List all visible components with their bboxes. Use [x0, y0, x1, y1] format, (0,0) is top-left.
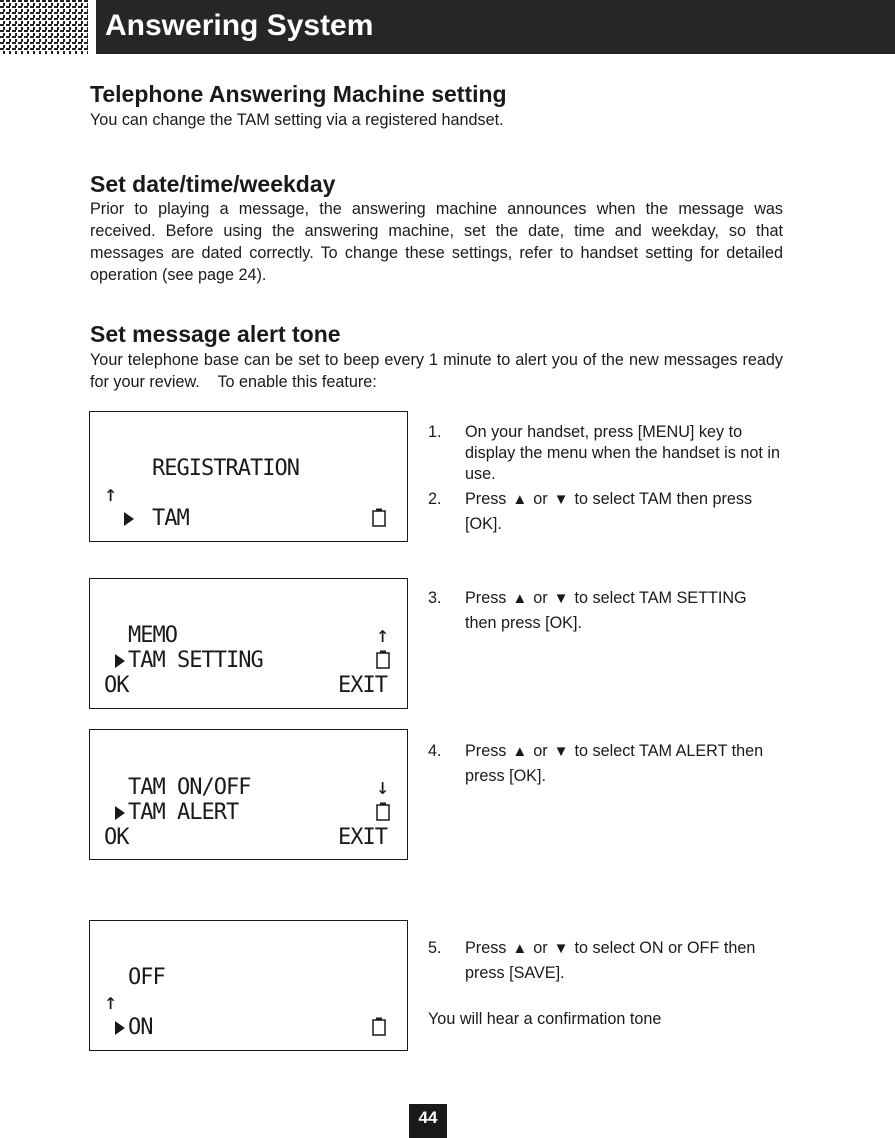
selector-triangle-icon	[115, 654, 125, 668]
up-arrow-icon: ▲	[512, 940, 528, 957]
step-number: 3.	[428, 589, 442, 607]
steps-group-4	[428, 739, 793, 788]
battery-icon	[376, 802, 390, 821]
lcd-screen-on-off	[89, 920, 408, 1051]
step-text: Press	[465, 939, 507, 957]
lcd-item-tam-alert: TAM ALERT	[128, 800, 239, 825]
lcd-softkey-exit: EXIT	[338, 673, 387, 698]
lcd-screen-tam-setting	[89, 578, 408, 709]
lcd-screen-tam-alert	[89, 729, 408, 860]
lcd-item-tam: TAM	[152, 506, 189, 531]
step-text: Press	[465, 490, 507, 508]
step-number: 2.	[428, 490, 442, 508]
down-arrow-icon: ▼	[553, 940, 569, 957]
lcd-item-on: ON	[128, 1015, 153, 1040]
down-arrow-icon: ▼	[553, 491, 569, 508]
lcd-line-tam-onoff: TAM ON/OFF	[128, 775, 251, 800]
step-text: Press	[465, 742, 507, 760]
step-text: or	[533, 939, 548, 957]
page-title: Answering System	[105, 9, 374, 42]
selector-triangle-icon	[115, 806, 125, 820]
section-body-tam: You can change the TAM setting via a registered handset.	[90, 111, 504, 129]
step-number: 1.	[428, 423, 442, 441]
step-text: Press	[465, 589, 507, 607]
step-number: 4.	[428, 742, 442, 760]
step-text: or	[533, 589, 548, 607]
step-1	[428, 422, 783, 485]
step-text: to select TAM ALERT then press [OK].	[465, 742, 764, 785]
step-3	[428, 586, 748, 635]
lcd-line-memo: MEMO	[128, 623, 177, 648]
section-title-tam: Telephone Answering Machine setting	[90, 81, 507, 107]
lcd-line-off: OFF	[128, 965, 165, 990]
up-arrow-icon: ▲	[512, 491, 528, 508]
lcd-item-tam-setting: TAM SETTING	[128, 648, 263, 673]
lcd-line-registration: REGISTRATION	[152, 456, 299, 481]
page-number: 44	[418, 1108, 438, 1127]
up-arrow-icon: ▲	[512, 743, 528, 760]
selector-triangle-icon	[115, 1021, 125, 1035]
lcd-softkey-ok: OK	[104, 825, 129, 850]
step-text: to select TAM then press [OK].	[465, 490, 753, 533]
confirmation-note: You will hear a confirmation tone	[428, 1010, 662, 1028]
step-text: to select ON or OFF then press [SAVE].	[465, 939, 756, 982]
lcd-softkey-ok: OK	[104, 673, 129, 698]
step-text: On your handset, press [MENU] key to display the menu when the handset is not in use.	[465, 423, 780, 483]
lcd-up-arrow: ↑	[376, 623, 389, 648]
lcd-screen-registration	[89, 411, 408, 542]
battery-icon	[376, 650, 390, 669]
lcd-up-arrow: ↑	[104, 482, 117, 507]
up-arrow-icon: ▲	[512, 590, 528, 607]
section-body-date: Prior to playing a message, the answering machine announces when the message was received. Before using the answering machine, set the date, time and weekday, so that messages are dated correctly. To change these settings, refer to handset setting for detailed operation (see page 24).	[90, 200, 783, 284]
step-5	[428, 936, 783, 985]
section-title-date: Set date/time/weekday	[90, 171, 336, 197]
step-text: or	[533, 742, 548, 760]
lcd-softkey-exit: EXIT	[338, 825, 387, 850]
battery-icon	[372, 1017, 386, 1036]
selector-triangle-icon	[124, 512, 134, 526]
section-body-alert: Your telephone base can be set to beep every 1 minute to alert you of the new messages ready for your review. To enable this feature:	[90, 351, 788, 391]
step-number: 5.	[428, 939, 442, 957]
steps-group-5	[428, 936, 783, 985]
battery-icon	[372, 508, 386, 527]
down-arrow-icon: ▼	[553, 590, 569, 607]
down-arrow-icon: ▼	[553, 743, 569, 760]
lcd-up-arrow: ↑	[104, 990, 117, 1015]
header-logo-pattern	[0, 0, 90, 54]
steps-group-1	[428, 422, 783, 536]
lcd-down-arrow: ↓	[376, 775, 389, 800]
step-2	[428, 487, 783, 536]
step-4	[428, 739, 793, 788]
step-text: or	[533, 490, 548, 508]
step-text: to select TAM SETTING then press [OK].	[465, 589, 747, 632]
steps-group-3	[428, 586, 748, 635]
section-title-alert: Set message alert tone	[90, 321, 341, 347]
